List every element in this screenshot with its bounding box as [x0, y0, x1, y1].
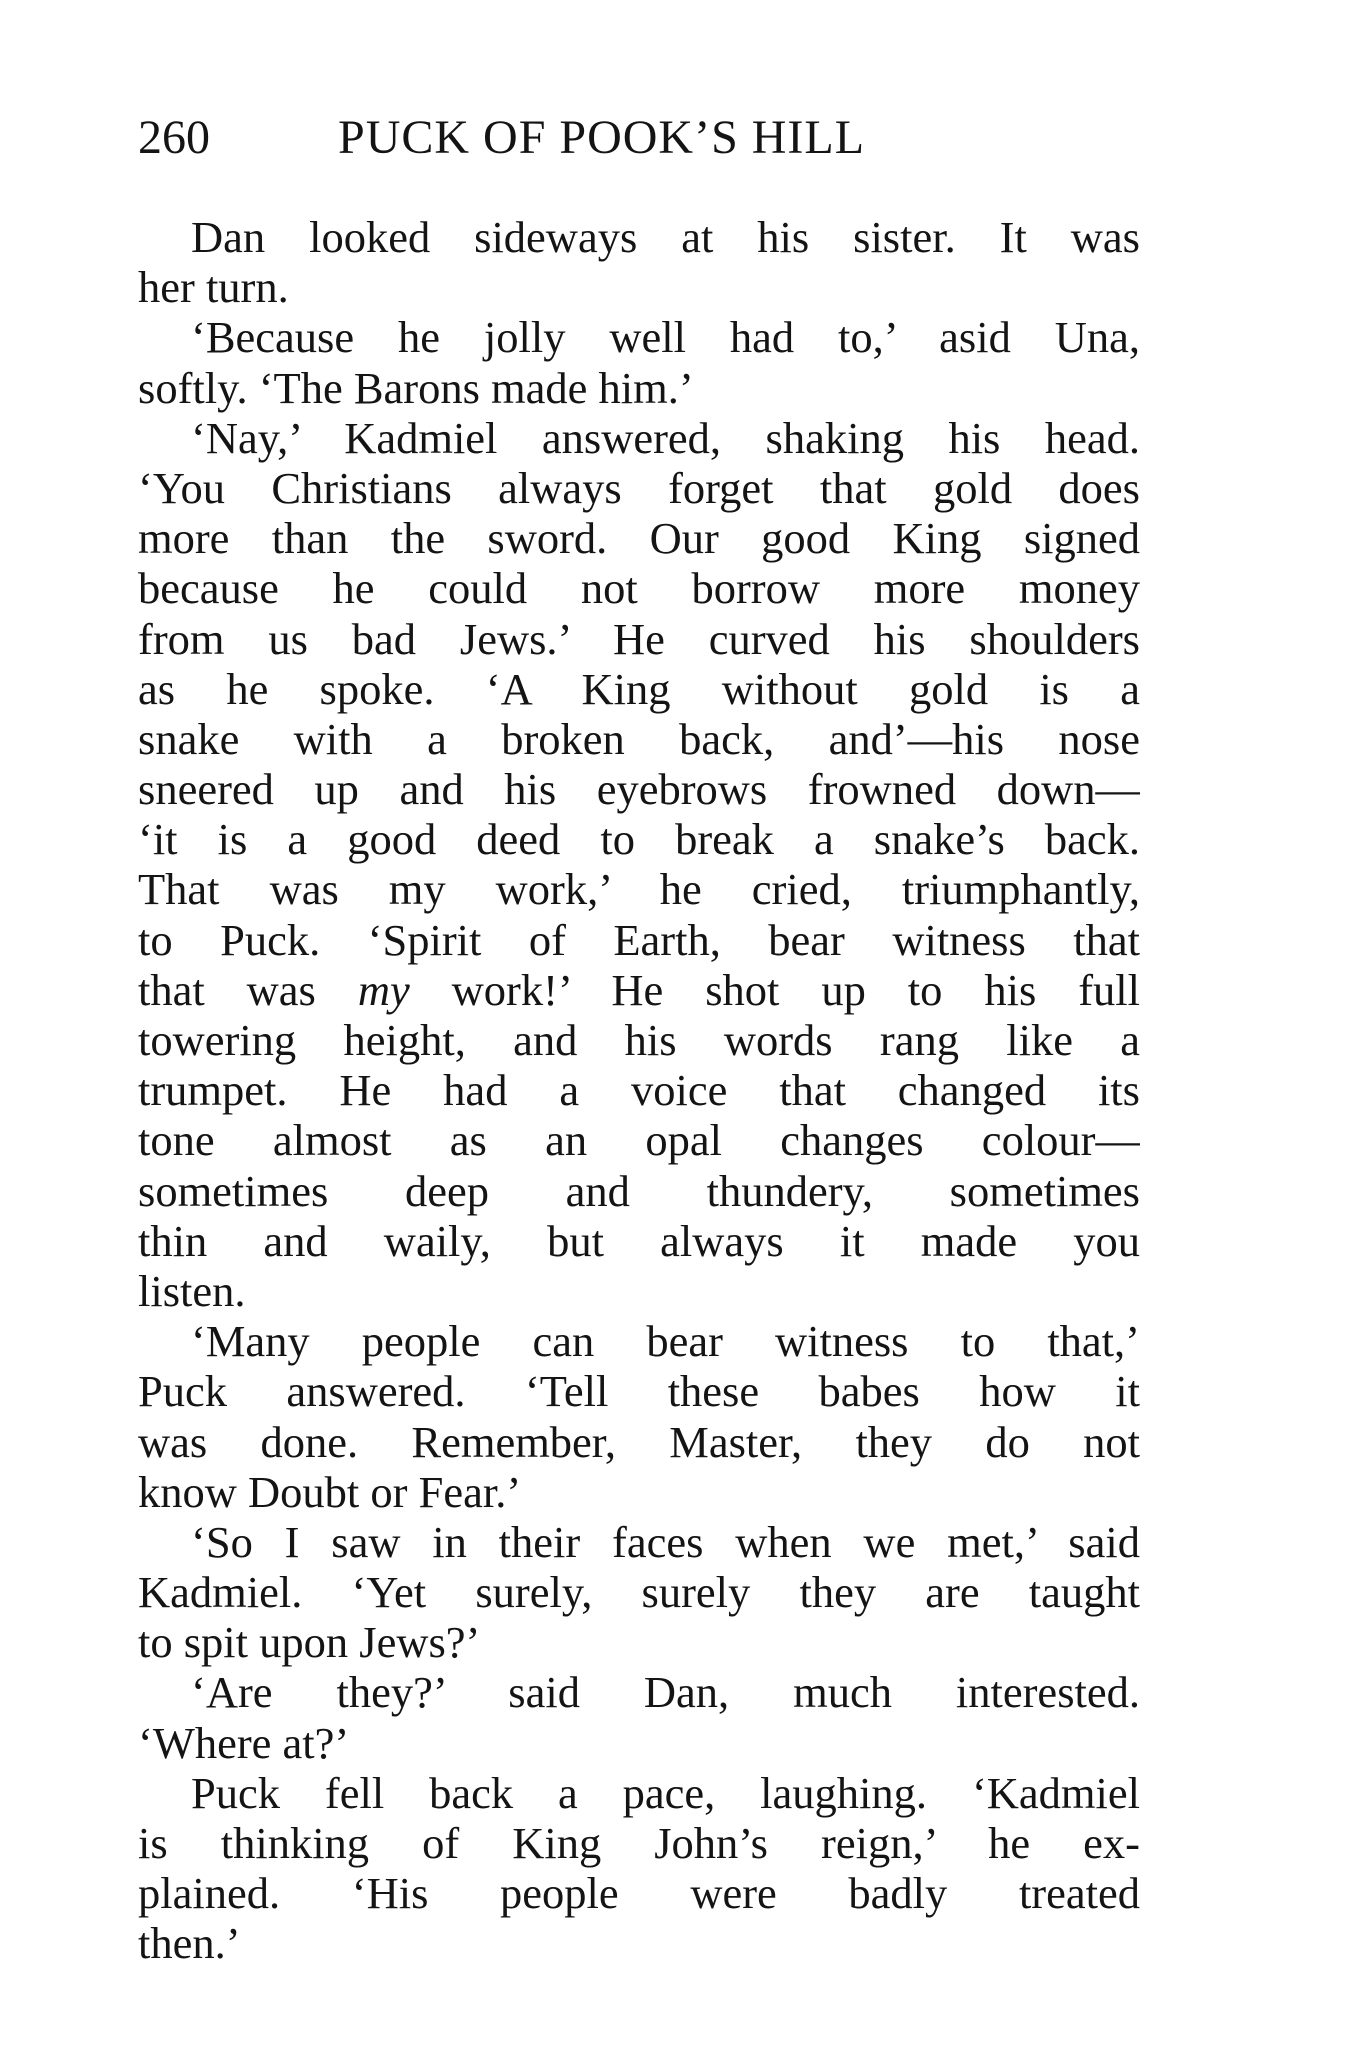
- text-line: then.’: [138, 1918, 241, 1969]
- text-line: sneered up and his eyebrows frowned down—: [138, 764, 1140, 815]
- text-line: to Puck. ‘Spirit of Earth, bear witness that: [138, 914, 1140, 965]
- text-line: ‘You Christians always forget that gold does: [138, 462, 1140, 513]
- text-line: sometimes deep and thundery, sometimes: [138, 1165, 1140, 1216]
- text-line: know Doubt or Fear.’: [138, 1466, 522, 1517]
- page-number: 260: [138, 111, 210, 164]
- italic-word: my: [357, 964, 410, 1015]
- text-line-with-italic: [138, 965, 1140, 1015]
- text-line: from us bad Jews.’ He curved his shoulders: [138, 613, 1140, 664]
- book-title: PUCK OF POOK’S HILL: [338, 111, 866, 164]
- text-line: Kadmiel. ‘Yet surely, surely they are taught: [138, 1567, 1140, 1618]
- text-line: ‘Because he jolly well had to,’ asid Una,: [191, 312, 1140, 363]
- text-line: because he could not borrow more money: [138, 563, 1140, 614]
- text-line: ‘Are they?’ said Dan, much interested.: [191, 1667, 1140, 1718]
- text-line: Dan looked sideways at his sister. It was: [191, 212, 1140, 262]
- text-line: ‘So I saw in their faces when we met,’ said: [191, 1516, 1140, 1567]
- text-line: tone almost as an opal changes colour—: [138, 1115, 1140, 1166]
- text-segment: that was: [138, 964, 316, 1015]
- text-line: to spit upon Jews?’: [138, 1617, 481, 1668]
- text-line: softly. ‘The Barons made him.’: [138, 362, 694, 413]
- text-line: was done. Remember, Master, they do not: [138, 1416, 1140, 1467]
- text-line: is thinking of King John’s reign,’ he ex-: [138, 1818, 1140, 1868]
- text-line: ‘Nay,’ Kadmiel answered, shaking his head.: [191, 412, 1140, 463]
- text-line: her turn.: [138, 262, 289, 313]
- text-line: plained. ‘His people were badly treated: [138, 1868, 1140, 1919]
- text-line: That was my work,’ he cried, triumphantly,: [138, 864, 1140, 915]
- text-line: more than the sword. Our good King signed: [138, 513, 1140, 564]
- text-line: ‘it is a good deed to break a snake’s back.: [138, 814, 1140, 865]
- text-line: Puck answered. ‘Tell these babes how it: [138, 1366, 1140, 1417]
- text-line: Puck fell back a pace, laughing. ‘Kadmiel: [191, 1767, 1140, 1818]
- text-line: trumpet. He had a voice that changed its: [138, 1065, 1140, 1116]
- body-text: [138, 212, 1140, 1969]
- text-line: as he spoke. ‘A King without gold is a: [138, 663, 1140, 714]
- text-line: towering height, and his words rang like a: [138, 1015, 1140, 1065]
- running-head: [138, 108, 1138, 168]
- text-line: listen.: [138, 1265, 246, 1316]
- text-segment: work!’ He shot up to his full: [451, 964, 1140, 1015]
- text-line: ‘Where at?’: [138, 1717, 350, 1768]
- text-line: thin and waily, but always it made you: [138, 1215, 1140, 1266]
- text-line: snake with a broken back, and’—his nose: [138, 713, 1140, 764]
- text-line: ‘Many people can bear witness to that,’: [191, 1316, 1140, 1367]
